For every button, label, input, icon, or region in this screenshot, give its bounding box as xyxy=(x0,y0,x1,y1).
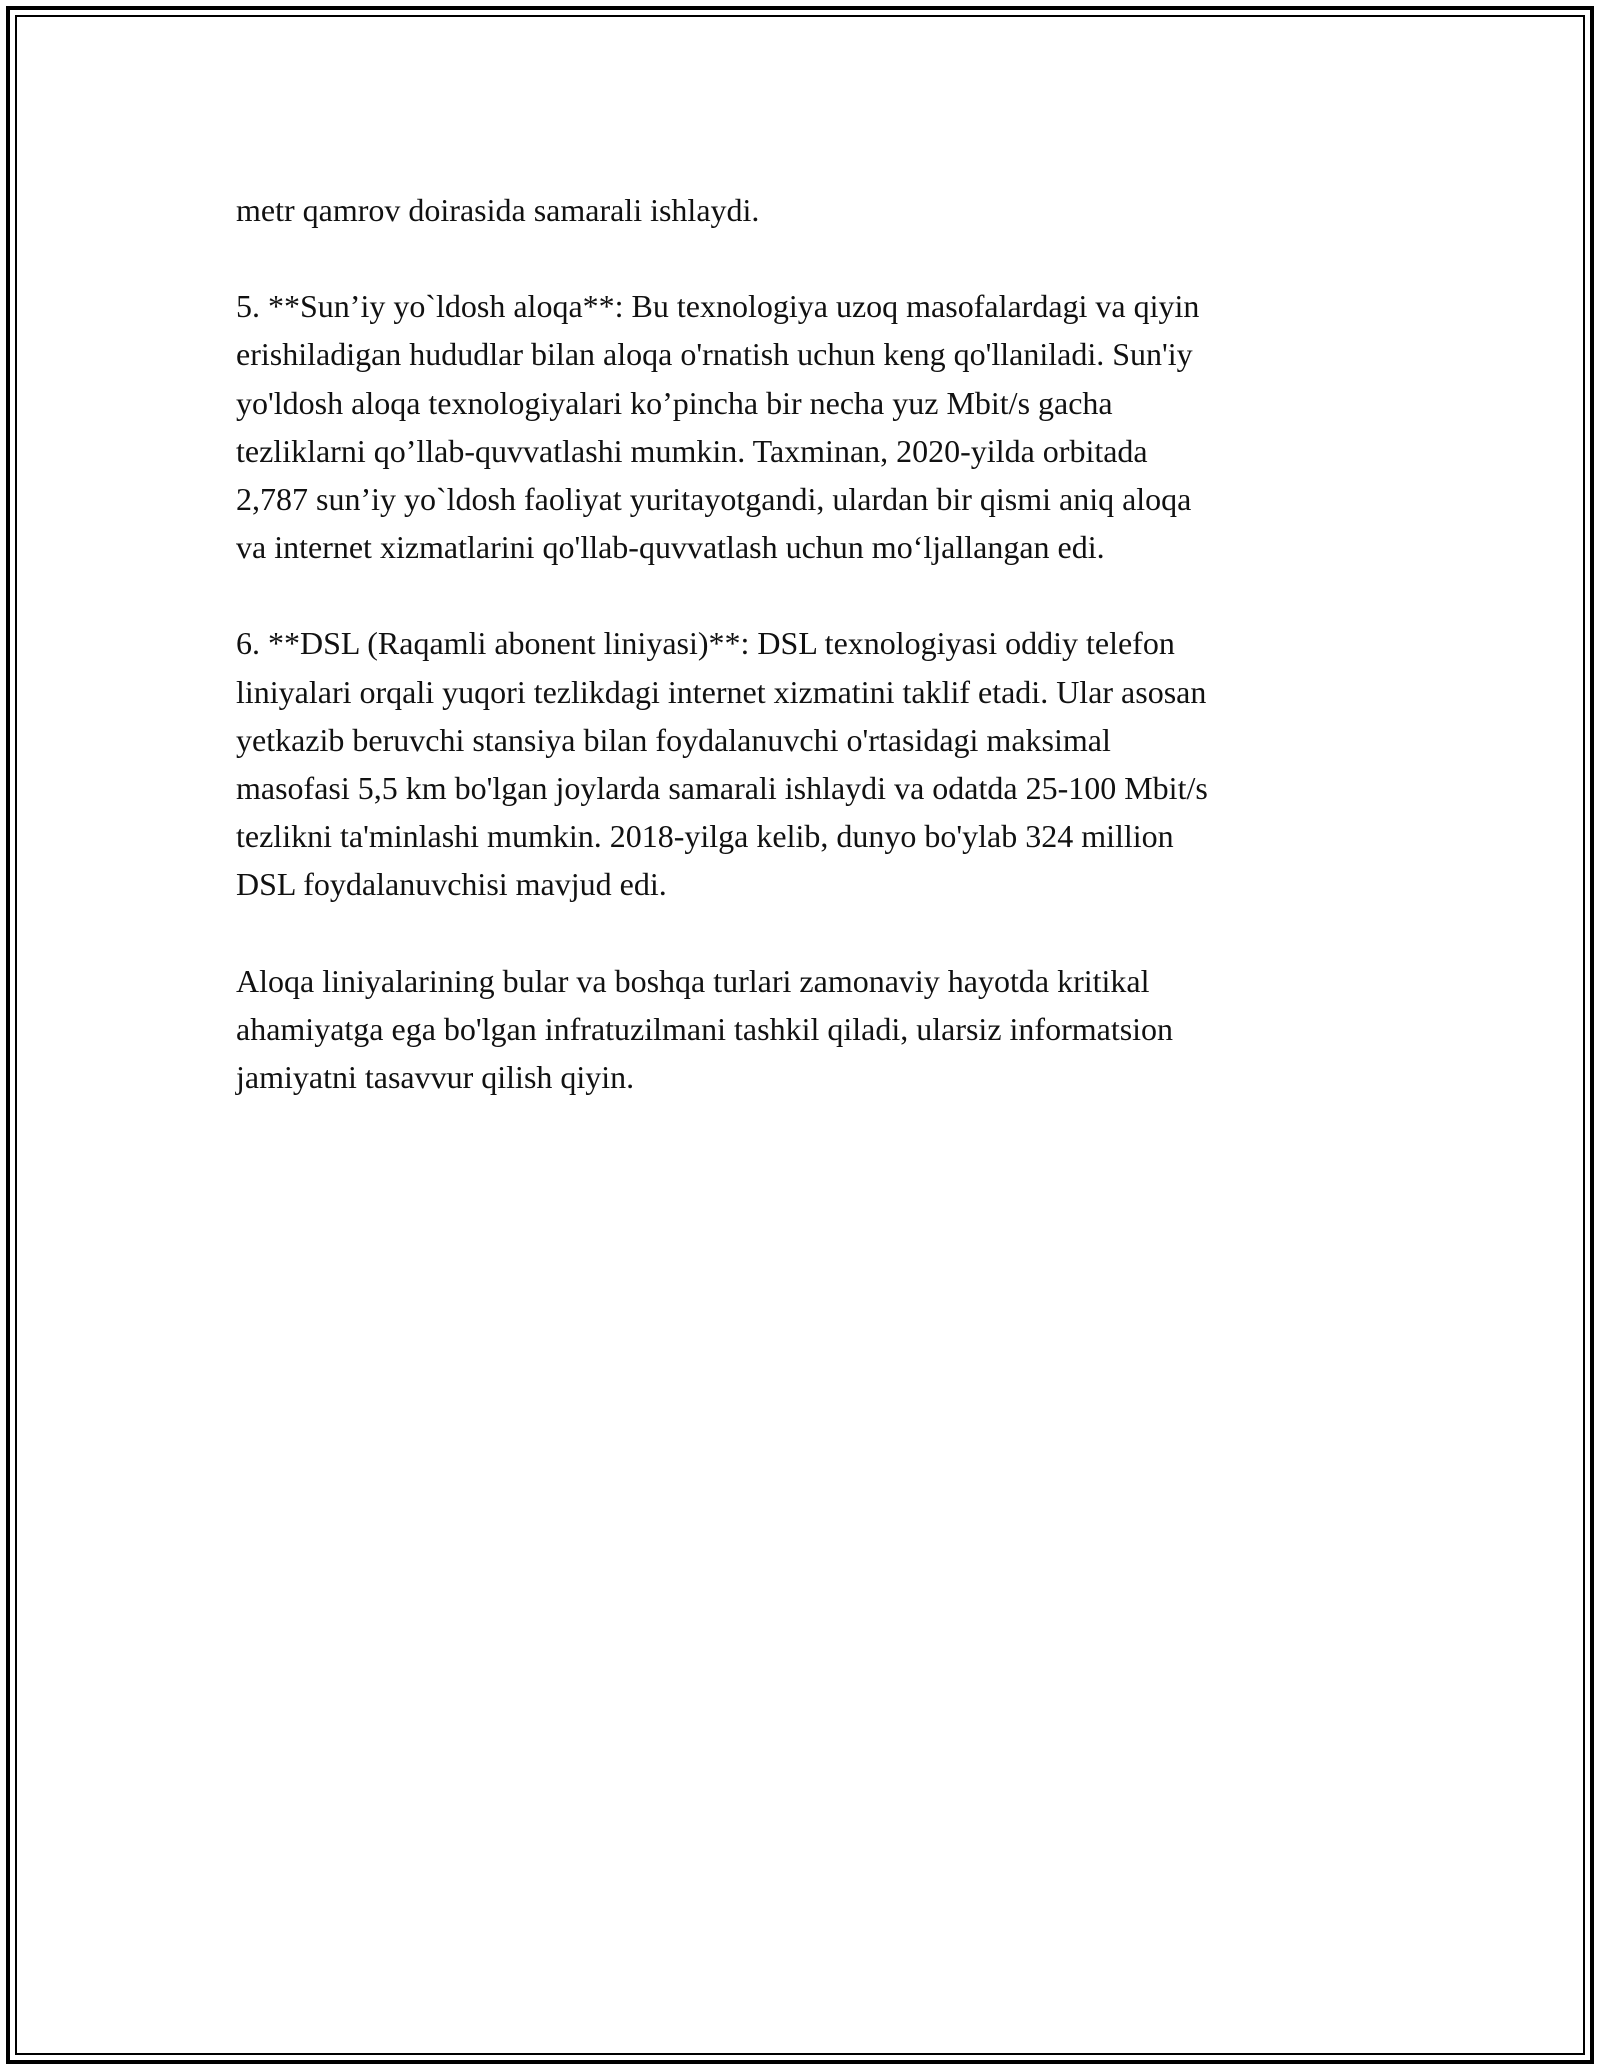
document-body xyxy=(236,186,1366,1149)
paragraph-continuation: metr qamrov doirasida samarali ishlaydi. xyxy=(236,192,760,228)
paragraph-satellite-communication: 5. **Sun’iy yo`ldosh aloqa**: Bu texnologiya uzoq masofalardagi va qiyin erishiladigan hududlar bilan aloqa o'rnatish uchun keng qo'llaniladi. Sun'iy yo'ldosh aloqa texnologiyalari ko’pincha bir necha yuz Mbit/s gacha tezliklarni qo’llab-quvvatlashi mumkin. Taxminan, 2020-yilda orbitada 2,787 sun’iy yo`ldosh faoliyat yuritayotgandi, ulardan bir qismi aniq aloqa va internet xizmatlarini qo'llab-quvvatlash uchun mo‘ljallangan edi. xyxy=(236,288,1200,566)
paragraph-conclusion: Aloqa liniyalarining bular va boshqa turlari zamonaviy hayotda kritikal ahamiyatga ega bo'lgan infratuzilmani tashkil qiladi, ularsiz informatsion jamiyatni tasavvur qilish qiyin. xyxy=(236,962,1174,1096)
paragraph-dsl: 6. **DSL (Raqamli abonent liniyasi)**: DSL texnologiyasi oddiy telefon liniyalari orqali yuqori tezlikdagi internet xizmatini taklif etadi. Ular asosan yetkazib beruvchi stansiya bilan foydalanuvchi o'rtasidagi maksimal masofasi 5,5 km bo'lgan joylarda samarali ishlaydi va odatda 25-100 Mbit/s tezlikni ta'minlashi mumkin. 2018-yilga kelib, dunyo bo'ylab 324 million DSL foydalanuvchisi mavjud edi. xyxy=(236,625,1208,903)
